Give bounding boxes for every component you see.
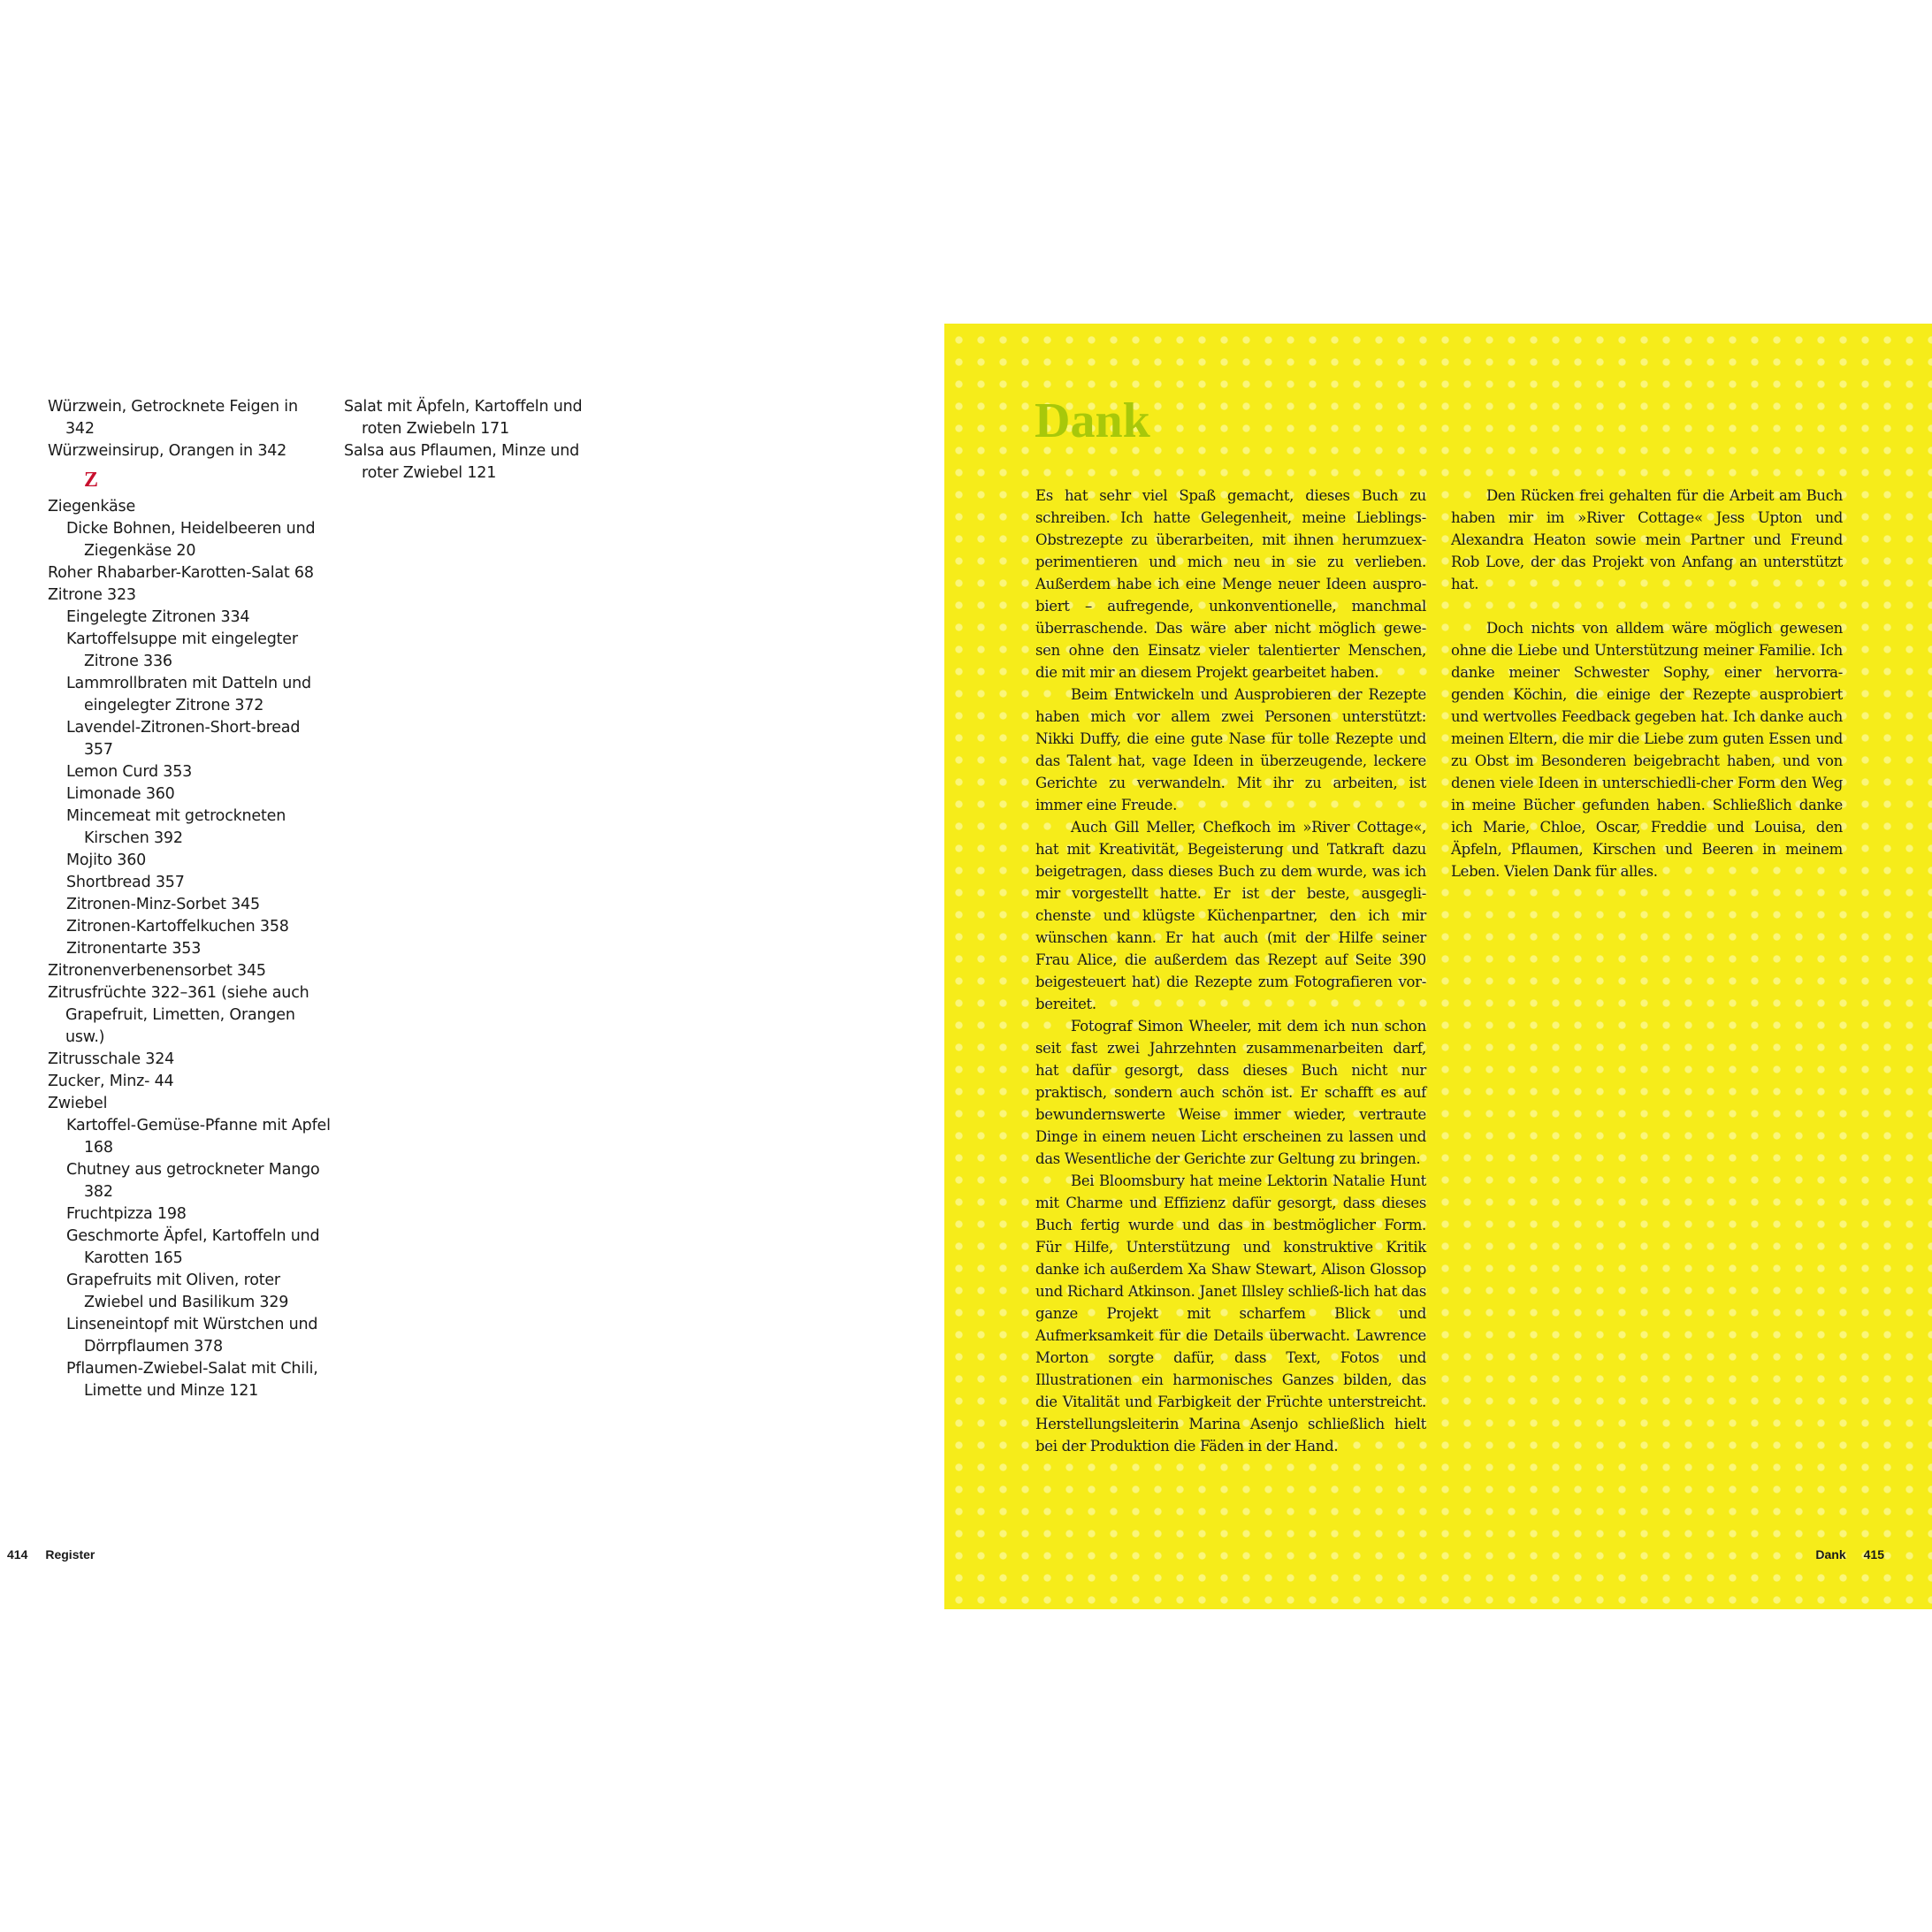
index-subentry: Dicke Bohnen, Heidelbeeren und Ziegenkäse 20: [66, 520, 316, 560]
index-entry: Zwiebel: [48, 1095, 108, 1112]
index-entry: Zitrusschale 324: [48, 1050, 175, 1068]
index-subentry: Mincemeat mit getrockneten Kirschen 392: [66, 807, 286, 847]
index-subentry: Kartoffel-Gemüse-Pfanne mit Apfel 168: [66, 1117, 331, 1157]
body-paragraph: Fotograf Simon Wheeler, mit dem ich nun schon seit fast zwei Jahrzehnten zusammenarbeiten darf, hat dafür gesorgt, dass dieses Buch nicht nur praktisch, sondern auch schön ist. Er schafft es auf bewundernswerte Weise immer wieder, vertraute Dinge in einem neuen Licht erscheinen zu lassen und das Wesentliche der Gerichte zur Geltung zu bringen.: [1035, 1018, 1426, 1167]
index-subentry: Zitronen-Kartoffelkuchen 358: [66, 918, 289, 935]
index-subentry: Pflaumen-Zwiebel-Salat mit Chili, Limette und Minze 121: [66, 1360, 318, 1400]
body-paragraph: Es hat sehr viel Spaß gemacht, dieses Buch zu schreiben. Ich hatte Gelegenheit, meine Lieblings-Obstrezepte zu überarbeiten, mit ihnen herumzuex-perimentieren und mich neu in sie zu verlieben. Außerdem habe ich eine Menge neuer Ideen auspro-biert – aufregende, unkonventionelle, manchmal überraschende. Das wäre aber nicht möglich gewe-sen ohne den Einsatz vieler talentierter Menschen, die mit mir an diesem Projekt gearbeitet haben.: [1035, 487, 1426, 681]
page-footer-left: [7, 1546, 95, 1562]
index-subentry: Mojito 360: [66, 851, 147, 869]
running-footer-label: Register: [45, 1547, 95, 1562]
page-footer-right: [1815, 1546, 1884, 1562]
index-entry: Zitrusfrüchte 322–361 (siehe auch Grapefruit, Limetten, Orangen usw.): [48, 984, 309, 1046]
index-subentry: Grapefruits mit Oliven, roter Zwiebel und Basilikum 329: [66, 1271, 289, 1311]
index-entry: Salat mit Äpfeln, Kartoffeln und roten Zwiebeln 171: [344, 398, 583, 438]
body-paragraph: Auch Gill Meller, Chefkoch im »River Cottage«, hat mit Kreativität, Begeisterung und Tatkraft dazu beigetragen, dass dieses Buch zu dem wurde, was ich mir vorgestellt hatte. Er ist der beste, ausgegli-chenste und klügste Küchenpartner, den ich mir wünschen kann. Er hat auch (mit der Hilfe seiner Frau Alice, die außerdem das Rezept auf Seite 390 beigesteuert hat) die Rezepte zum Fotografieren vor-bereitet.: [1035, 819, 1426, 1012]
body-paragraph: Beim Entwickeln und Ausprobieren der Rezepte haben mich vor allem zwei Personen unterstützt: Nikki Duffy, die eine gute Nase für tolle Rezepte und das Talent hat, vage Ideen in überzeugende, leckere Gerichte zu verwandeln. Mit ihr zu arbeiten, ist immer eine Freude.: [1035, 686, 1426, 813]
index-subentry: Lammrollbraten mit Datteln und eingelegter Zitrone 372: [66, 675, 311, 714]
body-paragraph: Doch nichts von alldem wäre möglich gewesen ohne die Liebe und Unterstützung meiner Familie. Ich danke meiner Schwester Sophy, einer hervorra-genden Köchin, die einige der Rezepte ausprobiert und wertvolles Feedback gegeben hat. Ich danke auch meinen Eltern, die mir die Liebe zum guten Essen und zu Obst im Besonderen beigebracht haben, und von denen viele Ideen in unterschiedli-cher Form den Weg in meine Bücher gefunden haben. Schließlich danke ich Marie, Chloe, Oscar, Freddie und Louisa, den Äpfeln, Pflaumen, Kirschen und Beeren in meinem Leben. Vielen Dank für alles.: [1451, 620, 1843, 880]
running-footer-label: Dank: [1815, 1547, 1846, 1562]
index-subentry: Chutney aus getrockneter Mango 382: [66, 1161, 320, 1201]
register-column-2: [344, 396, 609, 485]
index-entry: Roher Rhabarber-Karotten-Salat 68: [48, 564, 314, 582]
index-subentry: Geschmorte Äpfel, Kartoffeln und Karotten 165: [66, 1227, 320, 1267]
index-subentry: Zitronentarte 353: [66, 940, 202, 958]
index-subentry: Zitronen-Minz-Sorbet 345: [66, 896, 260, 913]
body-paragraph: Den Rücken frei gehalten für die Arbeit am Buch haben mir im »River Cottage« Jess Upton und Alexandra Heaton sowie mein Partner und Freund Rob Love, der das Projekt von Anfang an unterstützt hat.: [1451, 487, 1843, 592]
page-title: Dank: [1035, 393, 1150, 448]
index-entry: Würzwein, Getrocknete Feigen in 342: [48, 398, 298, 438]
acknowledgements-column-2: [1451, 485, 1843, 882]
index-subentry: Lemon Curd 353: [66, 763, 193, 781]
index-subentry: Eingelegte Zitronen 334: [66, 608, 250, 626]
index-subentry: Kartoffelsuppe mit eingelegter Zitrone 336: [66, 630, 298, 670]
index-subentry: Fruchtpizza 198: [66, 1205, 187, 1223]
index-entry: Salsa aus Pflaumen, Minze und roter Zwiebel 121: [344, 442, 580, 482]
body-paragraph: Bei Bloomsbury hat meine Lektorin Natalie Hunt mit Charme und Effizienz dafür gesorgt, dass dieses Buch fertig wurde und das in bestmöglicher Form. Für Hilfe, Unterstützung und konstruktive Kritik danke ich außerdem Xa Shaw Stewart, Alison Glossop und Richard Atkinson. Janet Illsley schließ-lich hat das ganze Projekt mit scharfem Blick und Aufmerksamkeit für die Details überwacht. Lawrence Morton sorgte dafür, dass Text, Fotos und Illustrationen ein harmonisches Ganzes bilden, das die Vitalität und Farbigkeit der Früchte unterstreicht. Herstellungsleiterin Marina Asenjo schließlich hielt bei der Produktion die Fäden in der Hand.: [1035, 1172, 1426, 1455]
index-letter-heading: Z: [84, 469, 98, 492]
index-entry: Zucker, Minz- 44: [48, 1073, 174, 1090]
index-subentry: Linseneintopf mit Würstchen und Dörrpflaumen 378: [66, 1316, 318, 1355]
index-subentry: Limonade 360: [66, 785, 175, 803]
index-entry: Zitronenverbenensorbet 345: [48, 962, 266, 980]
index-subentry: Shortbread 357: [66, 874, 185, 891]
acknowledgements-column-1: [1035, 485, 1426, 1457]
index-entry: Ziegenkäse: [48, 498, 136, 515]
index-subentry: Lavendel-Zitronen-Short-​bread 357: [66, 719, 301, 759]
page-number: 415: [1863, 1547, 1884, 1562]
index-entry: Zitrone 323: [48, 586, 136, 604]
register-column-1: [48, 396, 331, 1402]
index-entry: Würzweinsirup, Orangen in 342: [48, 442, 287, 460]
page-number: 414: [7, 1547, 28, 1562]
